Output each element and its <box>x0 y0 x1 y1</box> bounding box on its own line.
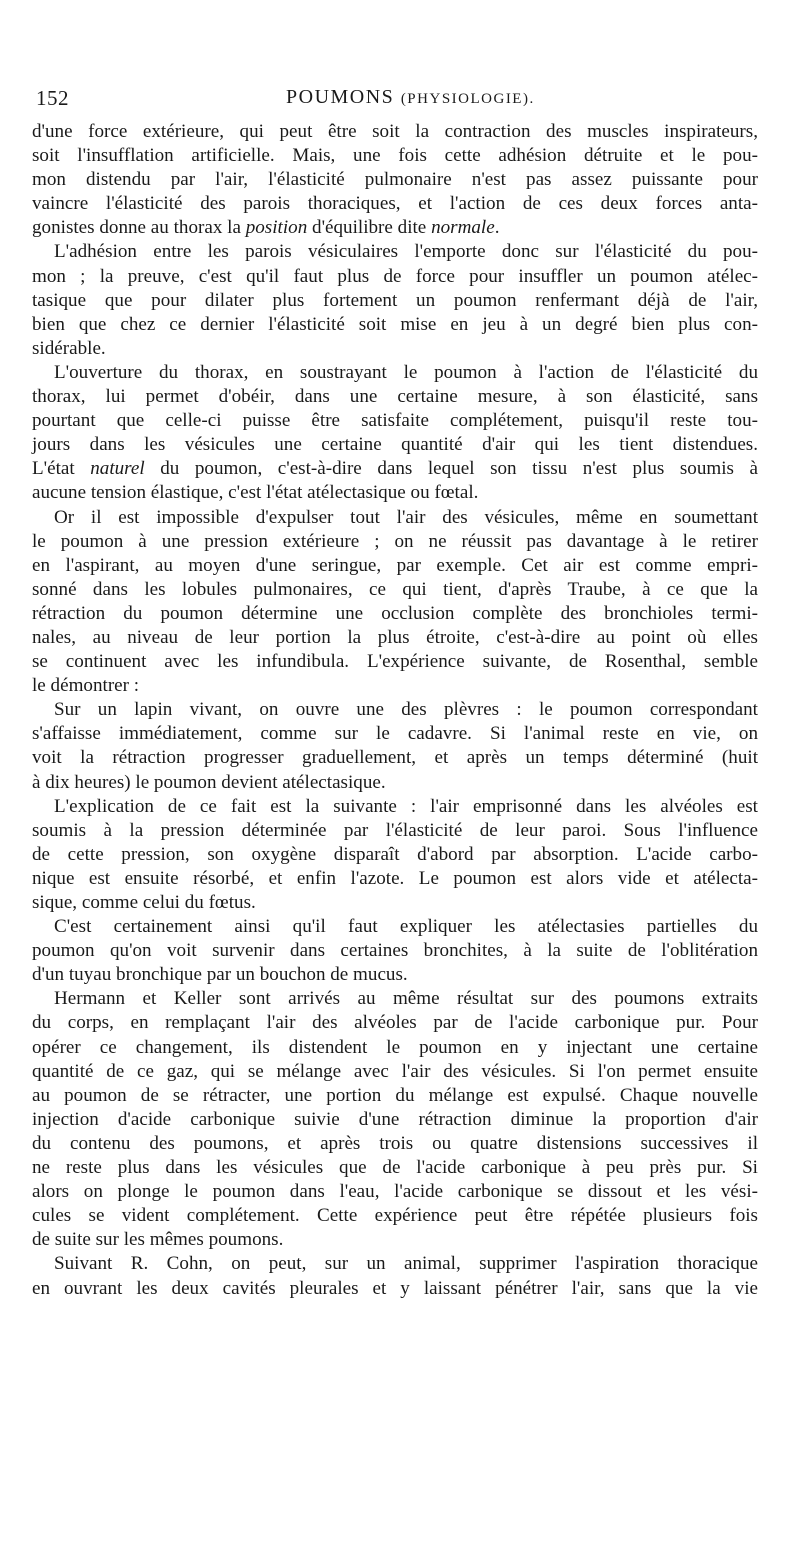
paragraph <box>32 120 758 240</box>
text-line: tasique que pour dilater plus fortement un poumon renfermant déjà de l'air, <box>32 289 758 311</box>
running-header <box>32 86 758 124</box>
text-line: à dix heures) le poumon devient atélectasique. <box>32 771 386 793</box>
text-run: . <box>494 217 500 239</box>
paragraph <box>32 361 758 506</box>
paragraph <box>32 698 758 794</box>
paragraph <box>32 915 758 987</box>
text-line: le poumon à une pression extérieure ; on ne réussit pas davantage à le retirer <box>32 530 758 552</box>
text-line: opérer ce changement, ils distendent le poumon en y injectant une certaine <box>32 1036 758 1058</box>
running-title-main: POUMONS <box>286 86 395 108</box>
paragraph <box>32 240 758 360</box>
text-line: sonné dans les lobules pulmonaires, ce qui tient, d'après Traube, à ce que la <box>32 578 758 600</box>
text-line: C'est certainement ainsi qu'il faut expliquer les atélectasies partielles du <box>54 916 758 938</box>
text-line: aucune tension élastique, c'est l'état atélectasique ou fœtal. <box>32 482 479 504</box>
text-line: thorax, lui permet d'obéir, dans une certaine mesure, à son élasticité, sans <box>32 386 758 408</box>
text-line: L'ouverture du thorax, en soustrayant le poumon à l'action de l'élasticité du <box>54 361 758 383</box>
text-line: sidérable. <box>32 337 106 359</box>
text-line: Hermann et Keller sont arrivés au même résultat sur des poumons extraits <box>54 988 758 1010</box>
text-line: quantité de ce gaz, qui se mélange avec l'air des vésicules. Si l'on permet ensuite <box>32 1060 758 1082</box>
text-line: alors on plonge le poumon dans l'eau, l'acide carbonique se dissout et les vési- <box>32 1181 758 1203</box>
text-line: en l'aspirant, au moyen d'une seringue, par exemple. Cet air est comme empri- <box>32 554 758 576</box>
paragraph <box>32 506 758 699</box>
text-run: gonistes donne au thorax la <box>32 217 246 239</box>
text-line: bien que chez ce dernier l'élasticité soit mise en jeu à un degré bien plus con- <box>32 313 758 335</box>
text-line: voit la rétraction progresser graduellement, et après un temps déterminé (huit <box>32 747 758 769</box>
paragraph <box>32 1252 758 1300</box>
text-line: Or il est impossible d'expulser tout l'air des vésicules, même en soumettant <box>54 506 758 528</box>
text-line: d'un tuyau bronchique par un bouchon de mucus. <box>32 964 408 986</box>
text-line: L'adhésion entre les parois vésiculaires l'emporte donc sur l'élasticité du pou- <box>54 241 758 263</box>
italic-term: position <box>245 217 308 239</box>
text-line: nique est ensuite résorbé, et enfin l'azote. Le poumon est alors vide et atélecta- <box>32 867 758 889</box>
text-line: vaincre l'élasticité des parois thoraciques, et l'action de ces deux forces anta- <box>32 193 758 215</box>
running-title-sub: (PHYSIOLOGIE). <box>400 91 535 107</box>
text-line: s'affaisse immédiatement, comme sur le cadavre. Si l'animal reste en vie, on <box>32 723 758 745</box>
text-line: nales, au niveau de leur portion la plus étroite, c'est-à-dire au point où elles <box>32 626 758 648</box>
text-line: soit l'insufflation artificielle. Mais, une fois cette adhésion détruite et le pou- <box>32 145 758 167</box>
book-page <box>32 86 758 1299</box>
text-line: injection d'acide carbonique suivie d'une rétraction diminue la proportion d'air <box>32 1108 758 1130</box>
running-title <box>286 86 535 109</box>
text-line: poumon qu'on voit survenir dans certaines bronchites, à la suite de l'oblitération <box>32 940 758 962</box>
page-number: 152 <box>36 86 69 110</box>
text-line: se continuent avec les infundibula. L'expérience suivante, de Rosenthal, semble <box>32 651 758 673</box>
body-text <box>32 120 758 1301</box>
text-line: cules se vident complétement. Cette expérience peut être répétée plusieurs fois <box>32 1205 758 1227</box>
text-line: soumis à la pression déterminée par l'élasticité de leur paroi. Sous l'influence <box>32 819 758 841</box>
text-line <box>32 216 758 240</box>
text-line: pourtant que celle-ci puisse être satisfaite complétement, puisqu'il reste tou- <box>32 410 758 432</box>
text-line: de suite sur les mêmes poumons. <box>32 1229 284 1251</box>
text-line: Suivant R. Cohn, on peut, sur un animal, supprimer l'aspiration thoracique <box>54 1253 758 1275</box>
paragraph <box>32 987 758 1252</box>
text-line: du contenu des poumons, et après trois ou quatre distensions successives il <box>32 1132 758 1154</box>
text-line: jours dans les vésicules une certaine quantité d'air qui les tient distendues. <box>32 434 758 456</box>
text-line: en ouvrant les deux cavités pleurales et y laissant pénétrer l'air, sans que la vie <box>32 1277 758 1299</box>
italic-term: naturel <box>90 458 145 480</box>
text-line: sique, comme celui du fœtus. <box>32 892 256 913</box>
text-line: mon ; la preuve, c'est qu'il faut plus de force pour insuffler un poumon atélec- <box>32 265 758 287</box>
paragraph <box>32 795 758 915</box>
text-line: au poumon de se rétracter, une portion du mélange est expulsé. Chaque nouvelle <box>32 1084 758 1106</box>
text-run: d'équilibre dite <box>307 217 432 239</box>
text-line: de cette pression, son oxygène disparaît d'abord par absorption. L'acide carbo- <box>32 843 758 865</box>
text-line: rétraction du poumon détermine une occlusion complète des bronchioles termi- <box>32 602 758 624</box>
italic-term: normale <box>431 217 495 239</box>
text-line: mon distendu par l'air, l'élasticité pulmonaire n'est pas assez puissante pour <box>32 169 758 191</box>
text-line: d'une force extérieure, qui peut être soit la contraction des muscles inspirateurs, <box>32 121 758 142</box>
text-run: L'état <box>32 458 91 480</box>
text-line: du corps, en remplaçant l'air des alvéoles par de l'acide carbonique pur. Pour <box>32 1012 758 1034</box>
text-line: Sur un lapin vivant, on ouvre une des plèvres : le poumon correspondant <box>54 699 758 721</box>
text-line: le démontrer : <box>32 675 140 697</box>
text-line: L'explication de ce fait est la suivante : l'air emprisonné dans les alvéoles est <box>54 795 758 817</box>
text-run: du poumon, c'est-à-dire dans lequel son tissu n'est plus soumis à <box>144 458 758 480</box>
text-line <box>32 457 758 481</box>
text-line: ne reste plus dans les vésicules que de l'acide carbonique à peu près pur. Si <box>32 1157 758 1179</box>
